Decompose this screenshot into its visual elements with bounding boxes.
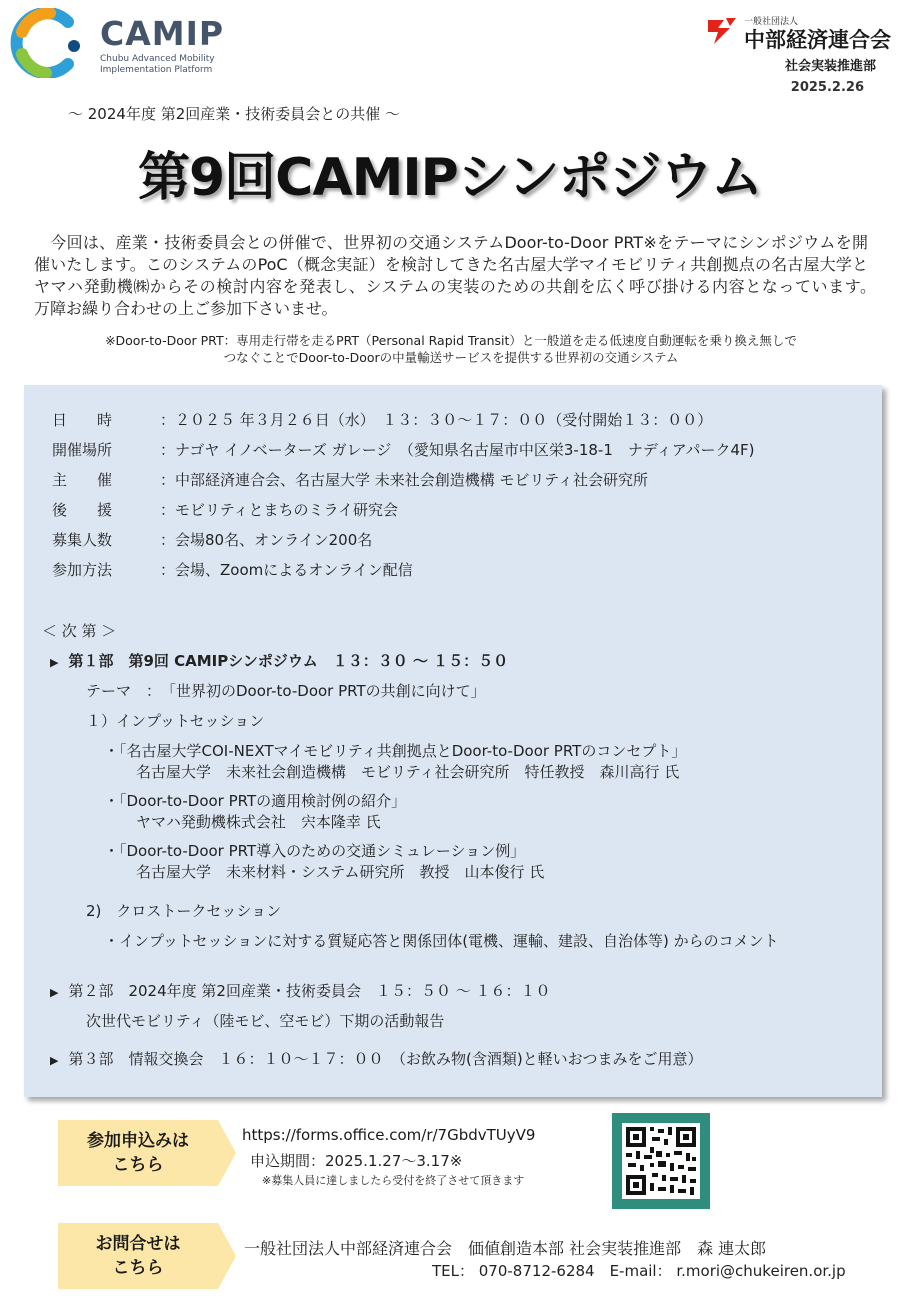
- talk-title: ・「Door-to-Door PRTの適用検討例の紹介」: [104, 792, 407, 810]
- program-heading: ＜ 次 第 ＞: [42, 622, 117, 640]
- detail-row-host: 主 催 ：中部経済連合会、名古屋大学 未来社会創造機構 モビリティ社会研究所: [52, 471, 649, 489]
- apply-tag: [58, 1120, 218, 1186]
- apply-tag-label: 参加申込みは こちら: [87, 1131, 189, 1175]
- triangle-bullet-icon: ▶: [50, 986, 59, 999]
- contact-tel-email[interactable]: TEL： 070-8712-6284 E-mail： r.mori@chukeiren.or.jp: [432, 1262, 846, 1280]
- talk-speaker: 名古屋大学 未来社会創造機構 モビリティ社会研究所 特任教授 森川高行 氏: [136, 763, 680, 781]
- part3-heading: ▶ 第３部 情報交換会 １６：１０～１７：００ （お飲み物(含酒類)と軽いおつまみをご用意）: [50, 1050, 703, 1068]
- org-type-label: 一般社団法人: [744, 17, 799, 27]
- talk-speaker: 名古屋大学 未来材料・システム研究所 教授 山本俊行 氏: [136, 863, 545, 881]
- org-name: 中部経済連合会: [744, 28, 891, 52]
- page-title: 第9回CAMIPシンポジウム: [138, 148, 762, 208]
- detail-row-capacity: 募集人数 ：会場80名、オンライン200名: [52, 531, 373, 549]
- session2-heading: 2) クロストークセッション: [86, 902, 282, 920]
- intro-paragraph: 今回は、産業・技術委員会との併催で、世界初の交通システムDoor-to-Door PRT※をテーマにシンポジウムを開催いたします。このシステムのPoC（概念実証）を検討してきた名古屋大学マイモビリティ共創拠点の名古屋大学とヤマハ発動機㈱からその検討内容を発表し、システムの実装のための共創を広く呼び掛ける内容となっています。 万障お繰り合わせの上ご参加下さいませ。: [34, 233, 885, 318]
- contact-tag-label: お問合せは こちら: [95, 1234, 181, 1278]
- cohost-line: 〜 2024年度 第2回産業・技術委員会との共催 〜: [68, 105, 401, 123]
- talk-speaker: ヤマハ発動機株式会社 宍本隆幸 氏: [136, 813, 381, 831]
- contact-tag: [58, 1223, 218, 1289]
- department-label: 社会実装推進部: [784, 59, 876, 74]
- apply-form-link[interactable]: https://forms.office.com/r/7GbdvTUyV9: [242, 1126, 536, 1144]
- apply-period: 申込期間：2025.1.27〜3.17※: [250, 1152, 463, 1170]
- talk-title: ・「Door-to-Door PRT導入のための交通シミュレーション例」: [104, 842, 526, 860]
- chukeiren-logo: [704, 12, 891, 52]
- talk-title: ・「名古屋大学COI-NEXTマイモビリティ共創拠点とDoor-to-Door PRTのコンセプト」: [104, 742, 687, 760]
- event-info-box: [24, 385, 882, 1097]
- detail-row-datetime: 日 時 ：２０２５ 年３月２６日（水） １３：３０～１７：００（受付開始１３：００）: [52, 411, 713, 429]
- session1-heading: １）インプットセッション: [86, 712, 265, 730]
- footnote: ※Door-to-Door PRT：専用走行帯を走るPRT（Personal Rapid Transit）と一般道を走る低速度自動運転を乗り換え無しで つなぐことでDoor-to-Doorの中量輸送サービスを提供する世界初の交通システム: [105, 333, 797, 365]
- camip-wordmark: CAMIP: [100, 14, 225, 53]
- camip-subtitle: Chubu Advanced Mobility Implementation Platform: [100, 54, 215, 75]
- part2-desc: 次世代モビリティ（陸モビ、空モビ）下期の活動報告: [86, 1012, 445, 1030]
- triangle-bullet-icon: ▶: [50, 1054, 59, 1067]
- part1-heading: ▶ 第１部 第9回 CAMIPシンポジウム １３：３０ ～ １５：５０: [50, 652, 509, 670]
- chukeiren-mark-icon: [704, 14, 740, 48]
- part1-theme: テーマ ： 「世界初のDoor-to-Door PRTの共創に向けて」: [86, 682, 486, 700]
- qr-code-icon: [622, 1123, 700, 1199]
- camip-logo: [10, 8, 230, 78]
- issue-date: 2025.2.26: [790, 80, 864, 95]
- part2-heading: ▶ 第２部 2024年度 第2回産業・技術委員会 １５：５０ ～ １６：１０: [50, 982, 551, 1000]
- qr-code[interactable]: [612, 1113, 710, 1209]
- session2-desc: ・インプットセッションに対する質疑応答と関係団体(電機、運輸、建設、自治体等) からのコメント: [104, 932, 779, 950]
- camip-logo-icon: [10, 8, 90, 78]
- detail-row-support: 後 援 ：モビリティとまちのミライ研究会: [52, 501, 399, 519]
- detail-row-method: 参加方法 ：会場、Zoomによるオンライン配信: [52, 561, 413, 579]
- detail-row-venue: 開催場所 ：ナゴヤ イノベーターズ ガレージ （愛知県名古屋市中区栄3-18-1 ナディアパーク4F): [52, 441, 755, 459]
- triangle-bullet-icon: ▶: [50, 656, 59, 669]
- apply-note: ※募集人員に達しましたら受付を終了させて頂きます: [262, 1174, 525, 1187]
- contact-org: 一般社団法人中部経済連合会 価値創造本部 社会実装推進部 森 連太郎: [244, 1239, 767, 1258]
